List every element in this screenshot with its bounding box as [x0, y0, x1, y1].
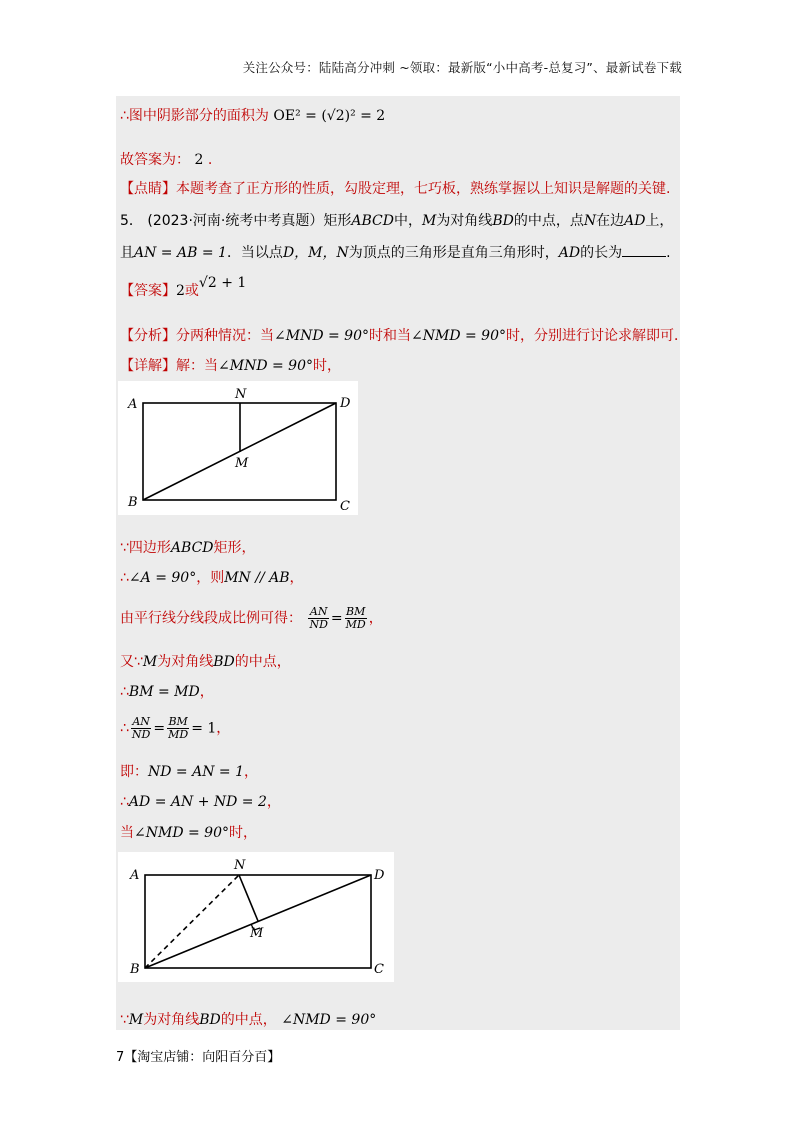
- figure-2: [118, 852, 394, 982]
- diagonal-bd: [145, 875, 371, 968]
- shaded-area-line: ∴图中阴影部分的面积为 OE² = (√2)² = 2: [120, 108, 386, 124]
- label-a: A: [130, 868, 140, 883]
- answer-line: 故答案为： 2 .: [120, 152, 213, 168]
- label-m: M: [235, 456, 249, 471]
- label-c: C: [340, 499, 350, 514]
- question-5-line-1: 5． (2023·河南·统考中考真题）矩形ABCD中，M为对角线BD的中点，点N在边AD上，: [120, 213, 674, 229]
- label-b: B: [128, 495, 138, 510]
- step-6: ∴ $\frac{AN}{ND}$ = $\frac{BM}{MD}$ = 1，: [120, 715, 231, 741]
- figure-1: [118, 381, 358, 515]
- label-c: C: [374, 962, 384, 977]
- label-d: D: [374, 868, 385, 883]
- step-9: 当∠NMD = 90°时，: [120, 825, 257, 841]
- label-d: D: [340, 396, 351, 411]
- question-5-line-2: 且AN = AB = 1．当以点D，M，N为顶点的三角形是直角三角形时，AD的长为 .: [120, 245, 671, 261]
- label-n: N: [234, 858, 246, 873]
- label-b: B: [130, 962, 140, 977]
- answer-blank: [622, 244, 666, 257]
- step-3: 由平行线分线段成比例可得： $\frac{AN}{ND}$ = $\frac{BM}{MD}$ ，: [120, 605, 383, 631]
- label-n: N: [235, 387, 247, 402]
- figure-1-svg: [118, 381, 358, 515]
- step-5: ∴BM = MD，: [120, 684, 214, 700]
- page-header: 关注公众号：陆陆高分冲刺 ~领取：最新版“小中高考-总复习”、最新试卷下载: [242, 60, 682, 75]
- step-4: 又∵M为对角线BD的中点，: [120, 654, 291, 670]
- answer-label-line: 【答案】2或√2 + 1: [120, 275, 247, 299]
- shop-name: 【淘宝店铺：向阳百分百】: [124, 1050, 281, 1065]
- step-2: ∴∠A = 90°，则MN // AB，: [120, 570, 304, 586]
- detail-line: 【详解】解：当∠MND = 90°时，: [120, 358, 341, 374]
- comment-line: 【点睛】本题考查了正方形的性质，勾股定理，七巧板，熟练掌握以上知识是解题的关键.: [120, 181, 671, 197]
- analysis-line: 【分析】分两种情况：当∠MND = 90°时和当∠NMD = 90°时，分别进行讨论求解即可．: [120, 328, 688, 344]
- step-8: ∴AD = AN + ND = 2，: [120, 794, 281, 810]
- step-1: ∵四边形ABCD矩形，: [120, 540, 256, 556]
- figure-2-svg: [118, 852, 394, 982]
- label-m: M: [250, 926, 264, 941]
- page-number: 7: [116, 1050, 125, 1065]
- area-formula: OE² = (√2)² = 2: [273, 108, 386, 124]
- step-7: 即：ND = AN = 1，: [120, 764, 259, 780]
- page-footer: [116, 1046, 280, 1065]
- label-a: A: [128, 397, 138, 412]
- step-10: ∵M为对角线BD的中点， ∠NMD = 90°: [120, 1012, 377, 1028]
- dashed-segment-bn: [145, 875, 239, 968]
- segment-nm: [239, 875, 258, 921]
